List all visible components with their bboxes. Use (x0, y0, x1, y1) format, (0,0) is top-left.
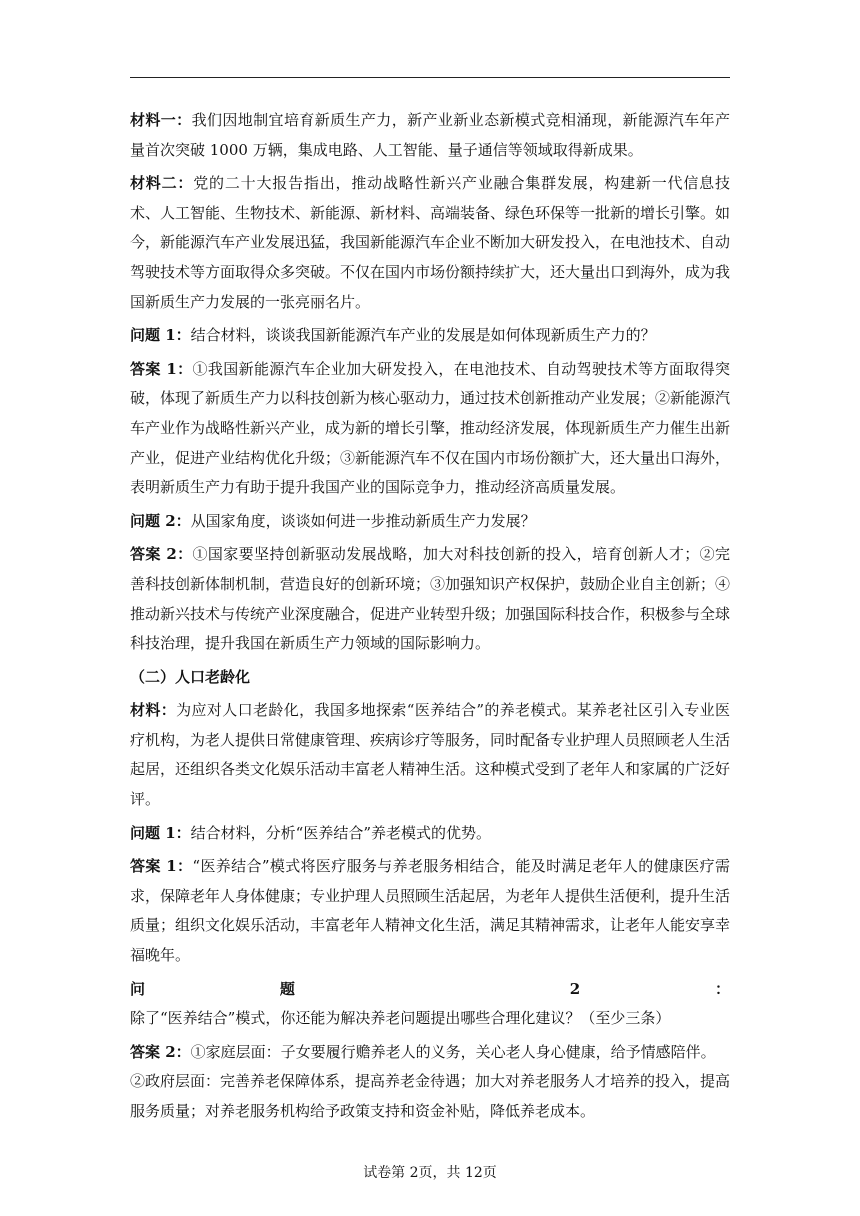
header-rule (130, 77, 730, 78)
answer-3-text: “医养结合”模式将医疗服务与养老服务相结合，能及时满足老年人的健康医疗需求，保障老年人身体健康；专业护理人员照顾生活起居，为老年人提供生活便利，提升生活质量；组织文化娱乐活动，丰富老年人精神文化生活，满足其精神需求，让老年人能安享幸福晚年。 (130, 857, 731, 965)
question-1 (130, 321, 730, 351)
question-3 (130, 819, 730, 849)
material-1-label: 材料一： (130, 111, 192, 129)
material-2 (130, 169, 730, 317)
material-1-text: 我们因地制宜培育新质生产力，新产业新业态新模式竞相涌现，新能源汽车年产量首次突破 1000 万辆，集成电路、人工智能、量子通信等领域取得新成果。 (130, 111, 730, 159)
answer-1-label: 答案 1： (130, 359, 193, 378)
question-4-label: 问题 2： (130, 979, 730, 998)
answer-4-text: ①家庭层面：子女要履行赡养老人的义务，关心老人身心健康，给予情感陪伴。 (190, 1042, 716, 1061)
document-body (130, 106, 730, 1131)
question-4 (130, 975, 730, 1034)
question-3-label: 问题 1： (130, 823, 191, 842)
answer-2-text: ①国家要坚持创新驱动发展战略，加大对科技创新的投入，培育创新人才；②完善科技创新体制机制，营造良好的创新环境；③加强知识产权保护，鼓励企业自主创新；④推动新兴技术与传统产业深度融合，促进产业转型升级；加强国际科技合作，积极参与全球科技治理，提升我国在新质生产力领域的国际影响力。 (130, 545, 731, 653)
page-footer: 试卷第 2页，共 12页 (363, 1165, 497, 1181)
question-3-text: 结合材料，分析“医养结合”养老模式的优势。 (190, 823, 492, 842)
material-1 (130, 106, 730, 165)
question-2-label: 问题 2： (130, 511, 191, 530)
material-2-label: 材料二： (130, 174, 194, 193)
answer-2-label: 答案 2： (130, 545, 193, 564)
section-heading-aging: （二）人口老龄化 (130, 667, 251, 686)
answer-3 (130, 852, 730, 970)
material-3-text: 为应对人口老龄化，我国多地探索“医养结合”的养老模式。某养老社区引入专业医疗机构，为老人提供日常健康管理、疾病诊疗等服务，同时配备专业护理人员照顾老人生活起居，还组织各类文化娱乐活动丰富老人精神生活。这种模式受到了老年人和家属的广泛好评。 (130, 701, 731, 809)
question-2-text: 从国家角度，谈谈如何进一步推动新质生产力发展？ (190, 511, 536, 530)
answer-4-continued (130, 1067, 730, 1126)
answer-4 (130, 1038, 730, 1068)
material-3-label: 材料： (130, 701, 177, 720)
question-4-text: 除了“医养结合”模式，你还能为解决养老问题提出哪些合理化建议？（至少三条） (130, 1009, 671, 1028)
material-3 (130, 696, 730, 814)
question-1-label: 问题 1： (130, 326, 191, 345)
answer-4-text-2: ②政府层面：完善养老保障体系，提高养老金待遇；加大对养老服务人才培养的投入，提高服务质量；对养老服务机构给予政策支持和资金补贴，降低养老成本。 (130, 1072, 731, 1120)
material-2-text: 党的二十大报告指出，推动战略性新兴产业融合集群发展，构建新一代信息技术、人工智能、生物技术、新能源、新材料、高端装备、绿色环保等一批新的增长引擎。如今，新能源汽车产业发展迅猛，我国新能源汽车企业不断加大研发投入，在电池技术、自动驾驶技术等方面取得众多突破。不仅在国内市场份额持续扩大，还大量出口到海外，成为我国新质生产力发展的一张亮丽名片。 (130, 174, 731, 311)
question-1-text: 结合材料，谈谈我国新能源汽车产业的发展是如何体现新质生产力的？ (190, 326, 656, 345)
answer-1-text: ①我国新能源汽车企业加大研发投入，在电池技术、自动驾驶技术等方面取得突破，体现了新质生产力以科技创新为核心驱动力，通过技术创新推动产业发展；②新能源汽车产业作为战略性新兴产业，成为新的增长引擎，推动经济发展，体现新质生产力催生出新产业，促进产业结构优化升级；③新能源汽车不仅在国内市场份额扩大，还大量出口海外，表明新质生产力有助于提升我国产业的国际竞争力，推动经济高质量发展。 (130, 359, 731, 497)
answer-2 (130, 540, 730, 658)
answer-4-label: 答案 2： (130, 1042, 191, 1061)
answer-1 (130, 355, 730, 503)
answer-3-label: 答案 1： (130, 857, 193, 876)
question-2 (130, 507, 730, 537)
